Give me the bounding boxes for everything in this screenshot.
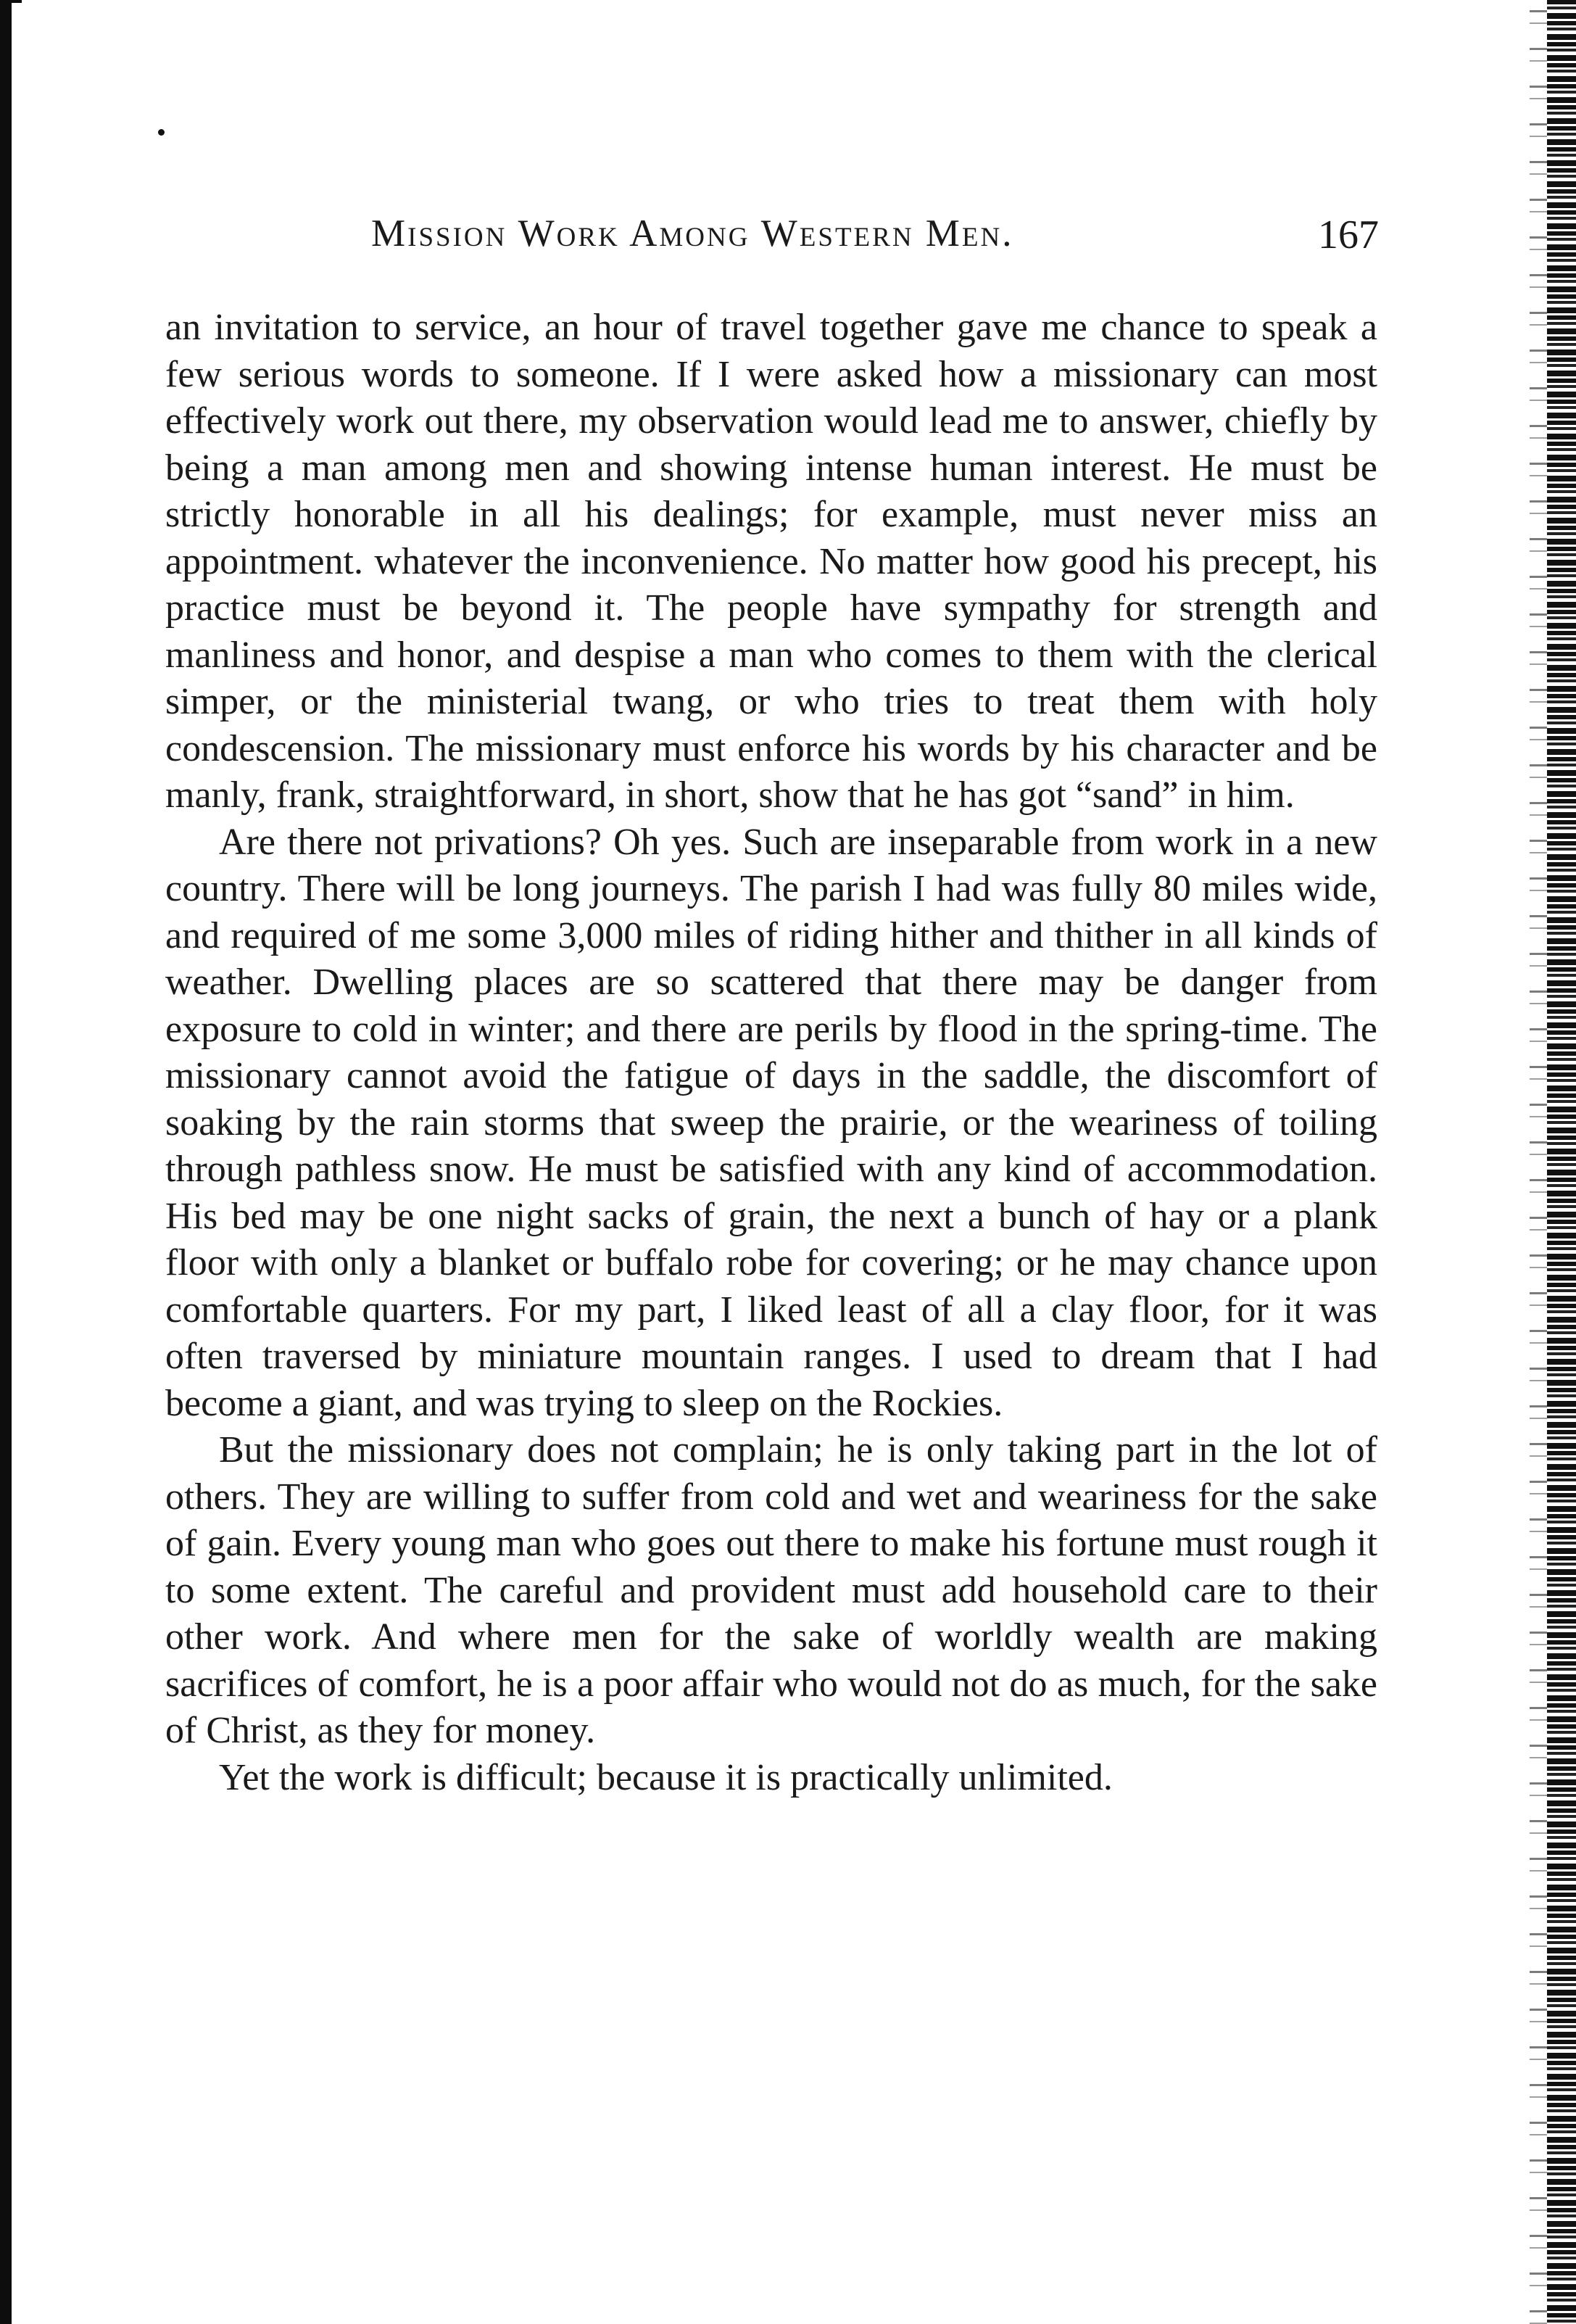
page-left-tick [10,0,22,3]
paragraph: Are there not privations? Oh yes. Such are inseparable from work in a new country. There will be long journeys. The parish I had was fully 80 miles wide, and required of me some 3,000 miles of riding hither and thither in all kinds of weather. Dwelling places are so scattered that there may be danger from exposure to cold in winter; and there are perils by flood in the spring-time. The missionary cannot avoid the fatigue of days in the saddle, the discomfort of soaking by the rain storms that sweep the prairie, or the weariness of toiling through pathless snow. He must be satisfied with any kind of accommodation. His bed may be one night sacks of grain, the next a bunch of hay or a plank floor with only a blanket or buffalo robe for covering; or he may chance upon comfortable quarters. For my part, I liked least of all a clay floor, for it was often traversed by miniature mountain ranges. I used to dream that I had become a giant, and was trying to sleep on the Rockies. [165,821,1377,1424]
running-title: Mission Work Among Western Men. [371,212,1014,255]
print-speck [158,129,165,136]
paragraph-continued: an invitation to service, an hour of travel together gave me chance to speak a few serious words to someone. If I were asked how a missionary can most effectively work out there, my observation would lead me to answer, chiefly by being a man among men and showing intense human interest. He must be strictly honorable in all his dealings; for example, must never miss an appointment. whatever the inconvenience. No matter how good his precept, his practice must be beyond it. The people have sympathy for strength and manliness and honor, and despise a man who comes to them with the clerical simper, or the ministerial twang, or who tries to treat them with holy condescension. The missionary must enforce his words by his character and be manly, frank, straightforward, in short, show that he has got “sand” in him. [165,307,1377,816]
paragraph: But the missionary does not complain; he is only taking part in the lot of others. They are willing to suffer from cold and wet and weariness for the sake of gain. Every young man who goes out there to make his fortune must rough it to some extent. The careful and provident must add household care to their other work. And where men for the sake of worldly wealth are making sacrifices of comfort, he is a poor affair who would not do as much, for the sake of Christ, as they for money. [165,1429,1377,1751]
body-text [165,305,1377,1801]
page-binding-shadow [1530,0,1547,2324]
page-number: 167 [1318,212,1379,257]
page-right-edge [1547,0,1576,2324]
paragraph: Yet the work is difficult; because it is practically unlimited. [219,1756,1113,1798]
page-left-edge [0,0,12,2324]
page-header [371,212,1379,270]
